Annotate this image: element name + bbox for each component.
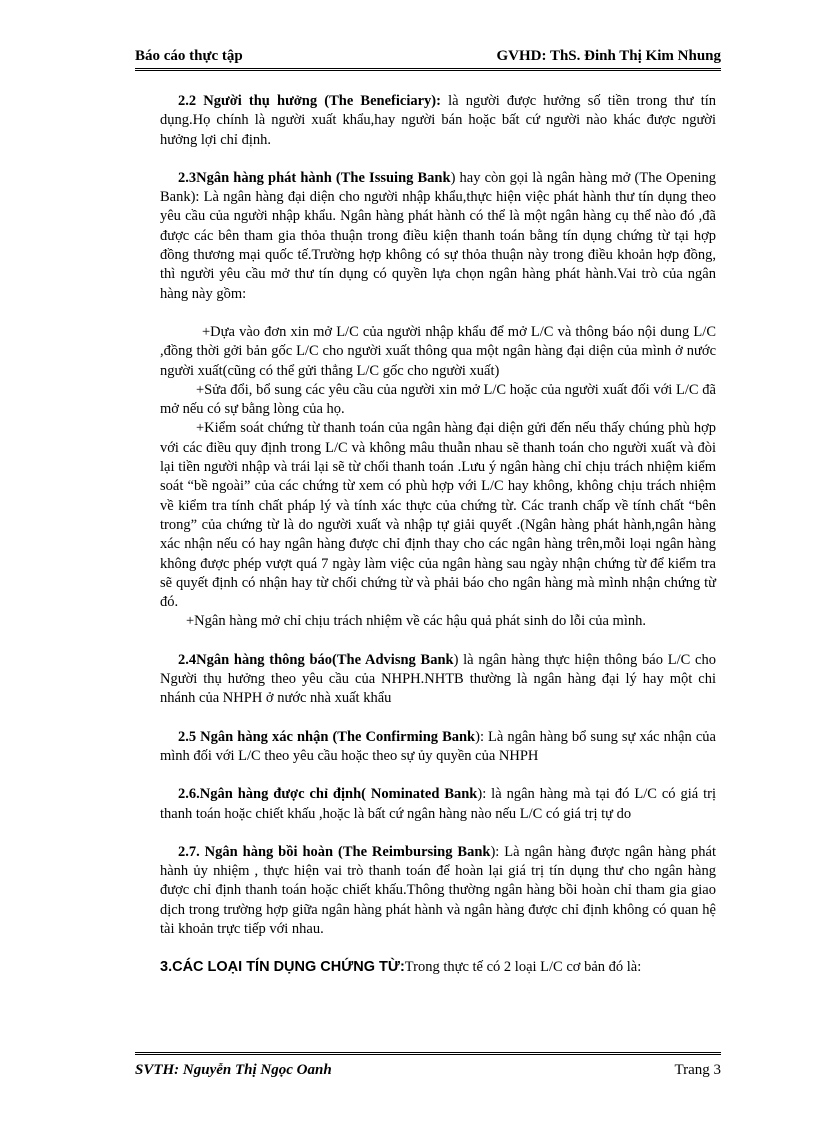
section-2-3 (160, 169, 716, 304)
section-text: ) hay còn gọi là ngân hàng mở (The Opening Bank): Là ngân hàng đại diện cho người nhập khẩu,thực hiện việc phát hành thư tín dụng theo yêu cầu của người nhập khẩu. Ngân hàng phát hành có thể là một ngân hàng cụ thể nào đó ,đã được các bên tham gia thỏa thuận trong điều kiện thanh toán bằng tín dụng chứng từ tại hợp đồng thương mại quốc tế.Trường hợp không có sự thỏa thuận này trong điều khoản hợp đồng, thì người yêu cầu mở thư tín dụng có quyền lựa chọn ngân hàng phát hành.Vai trò của ngân hàng này gồm: (160, 169, 716, 302)
student-name: SVTH: Nguyễn Thị Ngọc Oanh (135, 1062, 332, 1078)
section-text: ): là ngân hàng mà tại đó L/C có giá trị thanh toán hoặc chiết khấu ,hoặc là bất cứ ngân hàng nào nếu L/C có giá trị tự do (160, 786, 716, 822)
section-2-2 (160, 92, 716, 150)
section-text: ): Là ngân hàng được ngân hàng phát hành ủy nhiệm , thực hiện vai trò thanh toán để hoàn lại giá trị tín dụng thư cho ngân hàng được chỉ định thanh toán hoặc chiết khấu.Thông thường ngân hàng bồi hoàn chỉ tham gia giao dịch trong trường hợp giữa ngân hàng phát hành và ngân hàng được chỉ định không có quan hệ tài khoản trực tiếp với nhau. (160, 843, 716, 937)
section-heading: 2.3Ngân hàng phát hành (The Issuing Bank (178, 169, 451, 186)
bullet-item: +Ngân hàng mở chỉ chịu trách nhiệm về các hậu quả phát sinh do lỗi của mình. (186, 613, 646, 630)
report-title: Báo cáo thực tập (135, 48, 243, 64)
page-number: Trang 3 (674, 1062, 721, 1078)
document-body (160, 92, 716, 978)
bullet-item: +Sửa đổi, bổ sung các yêu cầu của người xin mở L/C hoặc của người xuất đối với L/C đã mở nếu có sự bằng lòng của họ. (160, 381, 716, 418)
section-2-5 (160, 728, 716, 767)
section-heading: 2.6.Ngân hàng được chỉ định( Nominated Bank (178, 786, 478, 803)
section-2-7 (160, 843, 716, 939)
section-heading: 2.4Ngân hàng thông báo(The Advisng Bank (178, 651, 454, 668)
page-header (135, 48, 721, 71)
section-heading: 2.7. Ngân hàng bồi hoàn (The Reimbursing Bank (178, 843, 491, 860)
section-text: ) là ngân hàng thực hiện thông báo L/C cho Người thụ hưởng theo yêu cầu của NHPH.NHTB thường là ngân hàng đại lý hay một chi nhánh của NHPH ở nước nhà xuất khẩu (160, 651, 716, 707)
supervisor-name: GVHD: ThS. Đinh Thị Kim Nhung (496, 48, 721, 64)
bullet-item: +Kiểm soát chứng từ thanh toán của ngân hàng đại diện gửi đến nếu thấy chúng phù hợp với các điều quy định trong L/C và không mâu thuẫn nhau sẽ thanh toán cho người xuất và đòi lại tiền người nhập và trái lại sẽ từ chối thanh toán .Lưu ý ngân hàng chỉ chịu trách nhiệm kiểm soát “bề ngoài” của các chứng từ xem có phù hợp với L/C hay không, không chịu trách nhiệm về kiểm tra tính chất pháp lý và tính xác thực của chứng từ. Các tranh chấp về tính chất “bên trong” của chứng từ là do người xuất và nhập tự giải quyết .(Ngân hàng phát hành,ngân hàng xác nhận nếu có hay ngân hàng được chỉ định thay cho các ngân hàng trên,mỗi loại ngân hàng không được phép vượt quá 7 ngày làm việc của ngân hàng sau ngày nhận chứng từ để kiểm tra sẽ quyết định có nhận hay từ chối chứng từ và phải báo cho ngân hàng mà mình nhận chứng từ đó. (160, 420, 716, 611)
section-heading: 2.2 Người thụ hưởng (The Beneficiary): (178, 93, 441, 109)
bullet-item: +Dựa vào đơn xin mở L/C của người nhập khẩu để mở L/C và thông báo nội dung L/C ,đồng thời gởi bản gốc L/C cho người xuất thông qua một ngân hàng đại diện của mình ở nước người xuất(cũng có thể gửi thẳng L/C gốc cho người xuất) (160, 323, 716, 379)
section-2-4 (160, 651, 716, 709)
section-heading: 3.CÁC LOẠI TÍN DỤNG CHỨNG TỪ: (160, 959, 405, 976)
section-2-6 (160, 785, 716, 824)
section-3 (160, 958, 716, 977)
section-text: ): Là ngân hàng bổ sung sự xác nhận của mình đối với L/C theo yêu cầu hoặc theo sự ủy quyền của NHPH (160, 728, 716, 764)
section-text: Trong thực tế có 2 loại L/C cơ bản đó là: (404, 959, 642, 976)
section-text: là người được hưởng số tiền trong thư tín dụng.Họ chính là người xuất khẩu,hay người bán hoặc bất cứ người nào khác được người hưởng lợi chỉ định. (160, 93, 716, 148)
section-heading: 2.5 Ngân hàng xác nhận (The Confirming Bank (178, 728, 476, 745)
page-footer (135, 1052, 721, 1079)
